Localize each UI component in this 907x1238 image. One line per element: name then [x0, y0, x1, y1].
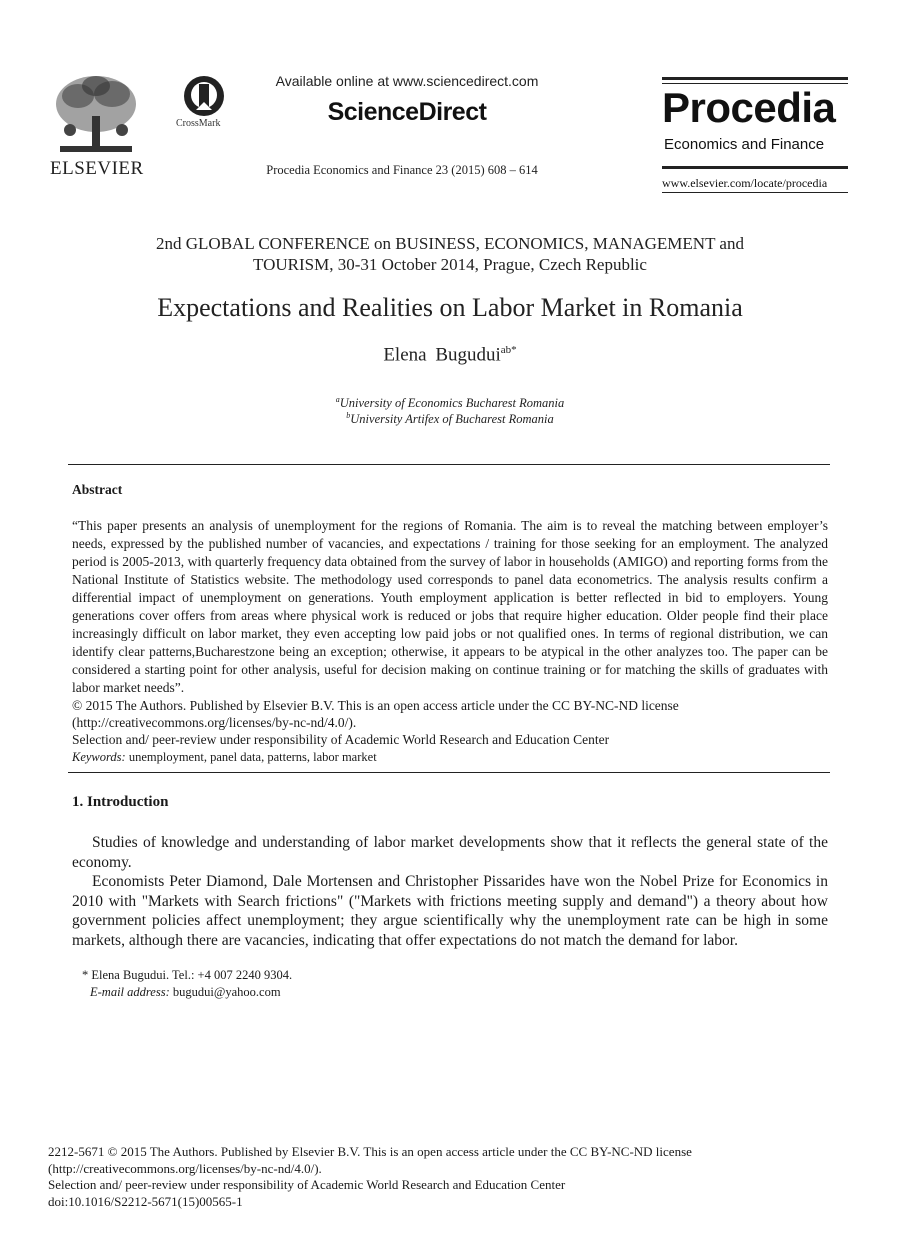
paragraph: Economists Peter Diamond, Dale Mortensen and Christopher Pissarides have won the Nobel Prize for Economics in 2010 with "Markets with Search frictions" ("Markets with frictions meeting supply and demand") a theory about how government policies affect unemployment; they argue scientifically why the unemployment rate can be high in some markets, although there are vacancies, indicating that offer expectations do not match the demand for labor. [72, 873, 828, 949]
affiliation-mark: a [335, 395, 340, 404]
email-address[interactable]: bugudui@yahoo.com [169, 985, 281, 999]
author-name: Elena Bugudui [383, 344, 501, 366]
elsevier-logo [48, 72, 148, 180]
available-online-text[interactable]: Available online at www.sciencedirect.com [275, 73, 539, 89]
paragraph: Studies of knowledge and understanding of labor market developments show that it reflects the general state of the economy. [72, 834, 828, 871]
elsevier-tree-icon [48, 72, 144, 156]
procedia-divider [662, 77, 848, 80]
paper-title: Expectations and Realities on Labor Market in Romania [157, 293, 743, 322]
peer-review-text: Selection and/ peer-review under responsibility of Academic World Research and Education Center [72, 732, 610, 747]
crossmark-icon [174, 74, 234, 118]
license-link[interactable]: (http://creativecommons.org/licenses/by-nc-nd/4.0/). [72, 715, 357, 730]
section-heading-introduction: 1. Introduction [72, 794, 169, 810]
author-marks: ab* [500, 344, 517, 356]
keywords-label: Keywords: [72, 750, 126, 764]
section-divider [68, 772, 830, 773]
abstract-heading: Abstract [72, 482, 123, 497]
footer-license-link[interactable]: (http://creativecommons.org/licenses/by-nc-nd/4.0/). [48, 1160, 322, 1176]
email-footnote [90, 984, 281, 1001]
affiliation-mark: b [346, 411, 351, 420]
conference-line: TOURISM, 30-31 October 2014, Prague, Czech Republic [253, 255, 647, 274]
conference-line: 2nd GLOBAL CONFERENCE on BUSINESS, ECONOMICS, MANAGEMENT and [156, 234, 744, 253]
conference-name [70, 233, 830, 275]
procedia-logo: Procedia [662, 84, 836, 131]
footer-peer-review: Selection and/ peer-review under responsibility of Academic World Research and Education Center [48, 1177, 566, 1192]
section-divider [68, 464, 830, 465]
crossmark-badge[interactable] [174, 74, 234, 134]
crossmark-label: CrossMark [176, 118, 221, 129]
elsevier-wordmark: ELSEVIER [50, 158, 144, 179]
abstract-text: “This paper presents an analysis of unemployment for the regions of Romania. The aim is to reveal the matching between employer’s needs, expressed by the published number of vacancies, and expectations / training for those seeking for an employment. The analyzed period is 2005-2013, with quarterly frequency data obtained from the survey of labor in households (AMIGO) and reporting forms from the National Institute of Statistics website. The methodology used corresponds to panel data econometrics. The analysis results confirm a differential impact of unemployment on generations. Youth employment application is better reflected in bid to employers. Young generations cover offers from areas where physical work is reduced or jobs that require higher education. Older people find their place increasingly difficult on labor market, they even accepting low paid jobs or not qualified ones. In terms of regional distribution, we can identify clear patterns,Bucharestzone being an exception; otherwise, it appears to be atypical in the other analyzes too. The paper can be considered a starting point for other analysis, useful for decision making on continue training or for matching the skills of graduates with labor market needs”. [72, 518, 828, 695]
license-text: © 2015 The Authors. Published by Elsevier B.V. This is an open access article under the CC BY-NC-ND license [72, 698, 679, 713]
procedia-divider [662, 166, 848, 169]
keywords [72, 749, 377, 766]
author-contact-footnote: * Elena Bugudui. Tel.: +4 007 2240 9304. [82, 968, 293, 982]
email-label: E-mail address: [90, 985, 170, 999]
affiliation [70, 411, 830, 427]
affiliation-text: University Artifex of Bucharest Romania [350, 412, 554, 427]
journal-reference: Procedia Economics and Finance 23 (2015) 608 – 614 [266, 163, 538, 177]
journal-url-link[interactable]: www.elsevier.com/locate/procedia [662, 176, 828, 190]
footer-doi[interactable]: doi:10.1016/S2212-5671(15)00565-1 [48, 1193, 243, 1209]
introduction-body [72, 833, 828, 950]
footer-license: 2212-5671 © 2015 The Authors. Published by Elsevier B.V. This is an open access article under the CC BY-NC-ND license [48, 1144, 692, 1159]
procedia-divider [662, 192, 848, 193]
page-footer [48, 1144, 748, 1210]
affiliation [70, 395, 830, 411]
affiliation-text: University of Economics Bucharest Romania [339, 396, 565, 411]
procedia-subtitle: Economics and Finance [664, 136, 825, 153]
keywords-list: unemployment, panel data, patterns, labor market [125, 750, 377, 764]
author [70, 344, 830, 366]
sciencedirect-logo[interactable]: ScienceDirect [327, 98, 487, 126]
